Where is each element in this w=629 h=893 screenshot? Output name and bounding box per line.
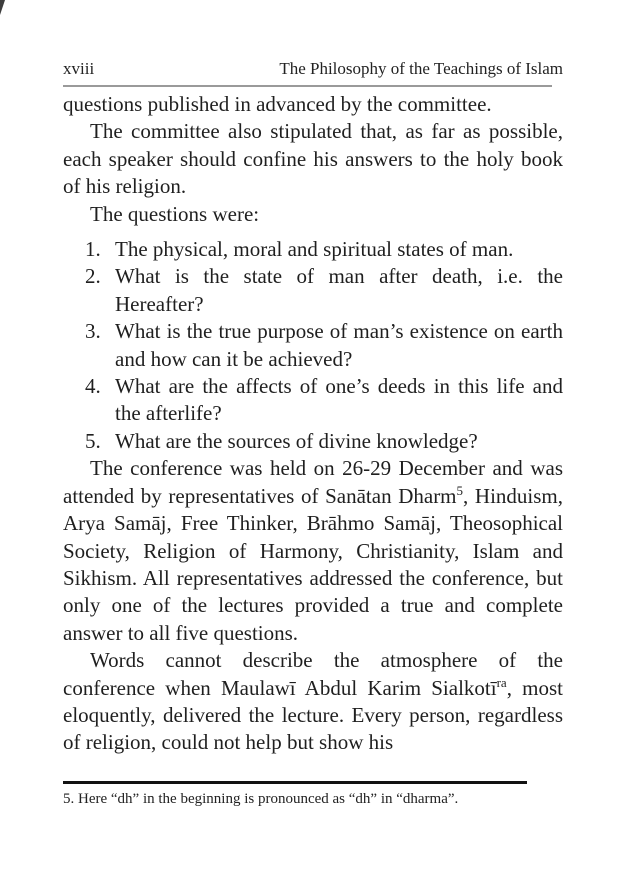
paragraph-questions-intro: The questions were:: [90, 201, 260, 226]
list-item-text: What is the state of man after death, i.e. the Hereafter?: [115, 264, 563, 316]
footnote-rule: [63, 781, 527, 784]
list-item-text: What is the true purpose of man’s existence on earth and how can it be achieved?: [115, 319, 563, 371]
paragraph-published: questions published in advanced by the committee.: [63, 92, 492, 116]
scan-artifact-top-left-icon: [0, 0, 5, 15]
list-item-text: What are the affects of one’s deeds in this life and the afterlife?: [115, 374, 563, 426]
footnote-area: [63, 781, 563, 809]
paragraph-text: , most eloquently, delivered the lecture. Every person, regardless of religion, could not help but show his: [63, 675, 564, 755]
list-item: [63, 428, 563, 455]
list-item-text: What are the sources of divine knowledge?: [115, 428, 478, 453]
list-item-number: 5.: [85, 428, 101, 453]
list-item: [63, 263, 563, 318]
running-header: [63, 59, 563, 79]
page-body: [63, 91, 563, 757]
list-item-number: 1.: [85, 237, 101, 262]
question-list: [63, 236, 563, 455]
footnote: 5. Here “dh” in the beginning is pronounced as “dh” in “dharma”.: [63, 791, 459, 807]
paragraph-conference: [63, 455, 563, 647]
list-item: [63, 373, 563, 428]
header-rule: [63, 85, 552, 87]
paragraph-text: , Hinduism, Arya Samāj, Free Thinker, Brāhmo Samāj, Theosophical Society, Religion of Harmony, Christianity, Islam and Sikhism. All representatives addressed the conference, but only one of the lectures provided a true and complete answer to all five questions.: [63, 483, 564, 645]
paragraph-text: Words cannot describe the atmosphere of the conference when Maulawī Abdul Karim Sialkotī: [63, 648, 563, 700]
page-number: xviii: [63, 59, 95, 78]
list-item: [63, 236, 563, 263]
honorific-superscript: ra: [496, 674, 507, 690]
list-item-number: 3.: [85, 319, 101, 344]
paragraph-text: The conference was held on 26-29 December and was attended by representatives of Sanātan Dharm: [63, 456, 563, 508]
paragraph-words: [63, 647, 563, 757]
list-item-text: The physical, moral and spiritual states of man.: [115, 237, 514, 262]
paragraph-stipulated: The committee also stipulated that, as far as possible, each speaker should confine his answers to the holy book of his religion.: [63, 119, 563, 199]
footnote-reference: 5: [456, 482, 464, 498]
list-item-number: 2.: [85, 264, 101, 289]
list-item-number: 4.: [85, 374, 101, 399]
list-item: [63, 318, 563, 373]
running-title: The Philosophy of the Teachings of Islam: [279, 59, 563, 78]
